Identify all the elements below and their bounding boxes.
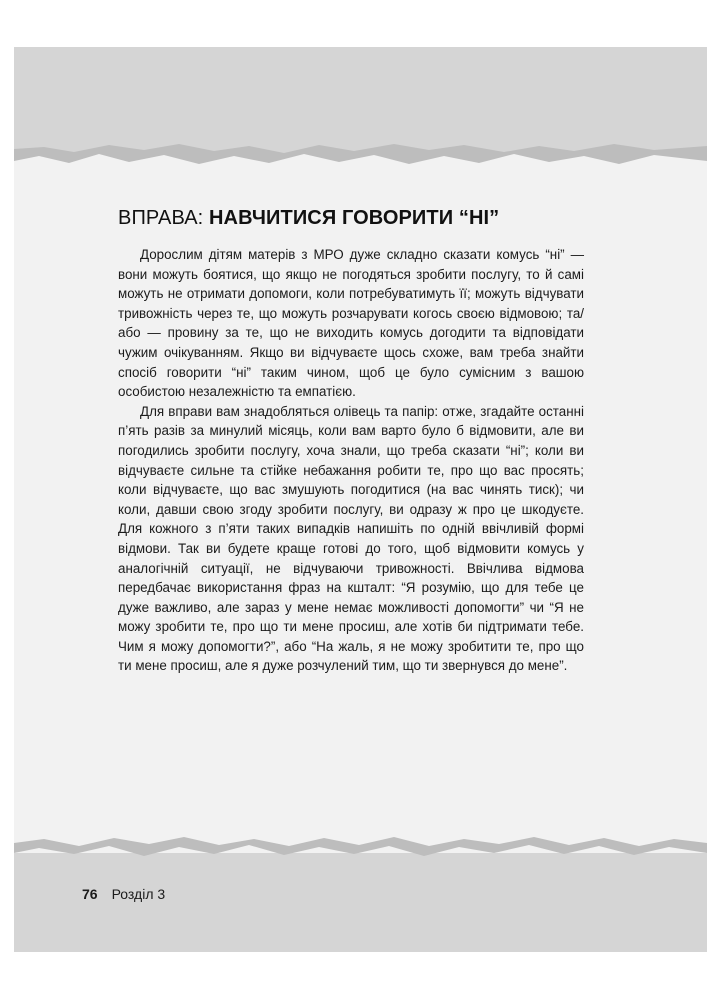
heading-prefix: ВПРАВА: bbox=[118, 207, 209, 229]
heading-title: НАВЧИТИСЯ ГОВОРИТИ “НІ” bbox=[209, 207, 500, 229]
torn-paper-top-edge bbox=[14, 139, 707, 175]
exercise-heading bbox=[118, 207, 499, 230]
torn-paper-bottom-edge bbox=[14, 831, 707, 871]
paragraph: Для вправи вам знадобляться олівець та папір: отже, згадайте останні п’ять разів за минулий місяць, коли вам варто було б відмовити, але ви погодились зробити послугу, хоча знали, що треба сказати “ні”; коли ви відчуваєте сильне та стійке небажання робити те, про що вас просять; коли відчуваєте, що вас змушують погодитися (на вас чинять тиск); чи коли, давши свою згоду зробити послугу, ви одразу ж про це шкодуєте. Для кожного з п’яти таких випадків напишіть по одній ввічливій формі відмови. Так ви будете краще готові до того, щоб відмовити комусь у аналогічній ситуації, не відчуваючи тривожності. Ввічлива відмова передбачає використання фраз на кшталт: “Я розумію, що для тебе це дуже важливо, але зараз у мене немає можливості допомогти” чи “Я не можу зробити те, про що ти мене просиш, але хотів би підтримати тебе. Чим я можу допомогти?”, або “На жаль, я не можу зробитити те, про що ти мене просиш, але я дуже розчулений тим, що ти звернувся до мене”. bbox=[118, 403, 584, 674]
book-page bbox=[14, 47, 707, 952]
exercise-body bbox=[118, 245, 584, 676]
page-number: 76 bbox=[82, 886, 98, 902]
paragraph: Дорослим дітям матерів з МРО дуже складно сказати комусь “ні” — вони можуть боятися, що якщо не погодяться зробити послугу, то й самі можуть не отримати допомоги, коли потребуватимуть її; можуть відчувати тривожність через те, що можуть розчарувати когось своєю відмовою; та/або — провину за те, що не виходить комусь догодити та відповідати чужим очікуванням. Якщо ви відчуваєте щось схоже, вам треба знайти спосіб говорити “ні” таким чином, щоб це було сумісним з вашою особистою незалежністю та емпатією. bbox=[118, 247, 584, 400]
page-footer bbox=[82, 886, 165, 902]
chapter-label: Розділ 3 bbox=[111, 886, 166, 902]
